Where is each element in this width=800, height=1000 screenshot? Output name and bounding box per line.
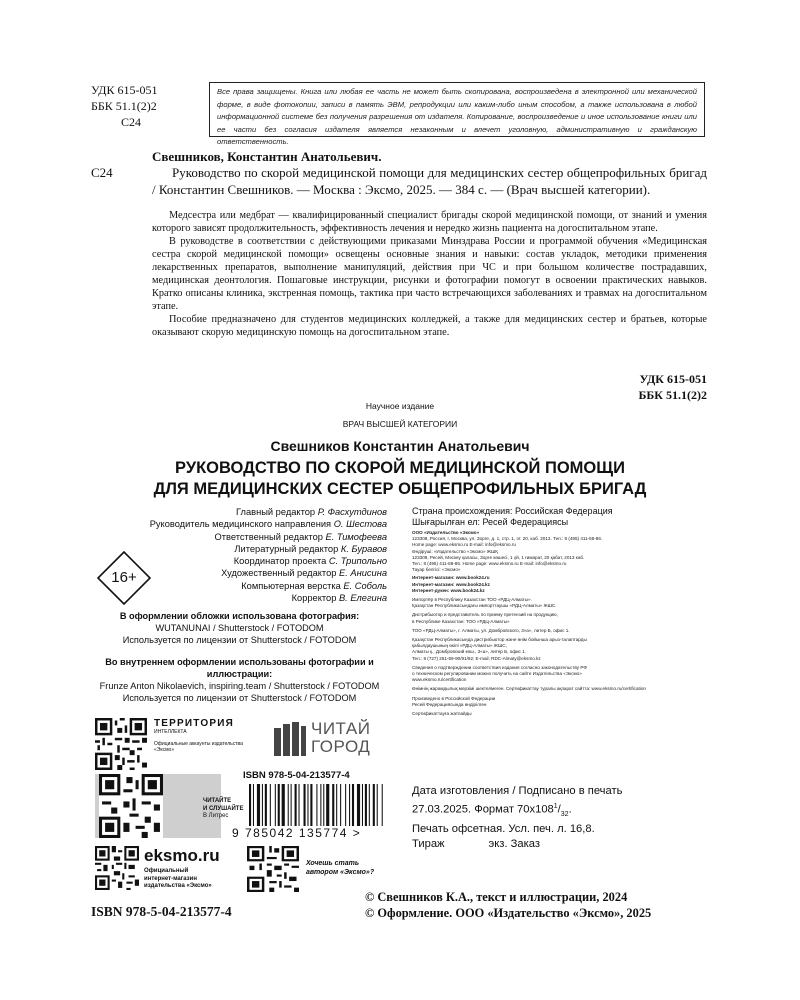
fine-line: www.eksmo.ru/certification — [412, 677, 467, 683]
editor-row — [92, 518, 387, 530]
chitai-gorod-logo-mark — [272, 722, 308, 756]
udk-code: УДК 615-051 — [639, 372, 707, 386]
editor-role: Корректор — [291, 593, 337, 604]
fine-line: Өнімнің жарамдылық мерзімі шектелмеген. Сертификаттау туралы ақпарат сайтта: www.eksmo.ru/certification — [412, 686, 646, 692]
annotation-paragraph: Медсестра или медбрат — квалифицированный специалист бригады скорой медицинской помощи, от знаний и умения которого зависят продолжительность, эффективность лечения и нередко жизнь пациента на догоспитальном этапе. — [152, 210, 707, 234]
fine-line: Произведено в Российской Федерации — [412, 695, 496, 701]
fine-line: Тауар белгісі: «Эксмо» — [412, 567, 461, 573]
chitai-gorod-word: ЧИТАЙ — [311, 719, 371, 738]
editor-role: Руководитель медицинского направления — [149, 519, 332, 530]
rights-notice: Все права защищены. Книга или любая ее часть не может быть скопирована, воспроизведена в электронной или механической форме, в виде фотокопии, записи в память ЭВМ, репродукции или каким-либо иным способом, а также использована в любой информационной системе без получения разрешения от издателя. Копирование, воспроизведение и иное использование книги или ее части без согласия издателя является незаконным и влечет уголовную, административную и гражданскую ответственность. — [209, 82, 705, 137]
fine-line: Home page: www.eksmo.ru E-mail: info@eksmo.ru — [412, 542, 516, 548]
print-run: Тираж экз. Заказ — [412, 837, 540, 850]
eksmo-note-line: издательства «Эксмо» — [144, 883, 212, 889]
editor-name: С. Трипольно — [328, 556, 387, 567]
editor-row — [92, 506, 387, 518]
editor-name: Е. Анисина — [339, 568, 387, 579]
become-author-note — [306, 859, 374, 877]
fine-line: 123308, Ресей, Мәскеу қаласы, Зорге көшесі, 1 үй, 1 ғимарат, 20 қабат, 2013 каб. — [412, 554, 585, 560]
fine-line: Ресей Федерациясында өндірілген — [412, 701, 487, 707]
litres-line: И СЛУШАЙТЕ — [203, 805, 244, 812]
editor-name: Е. Соболь — [343, 580, 387, 591]
copyright-line: © Свешников К.А., текст и иллюстрации, 2024 — [365, 890, 628, 904]
eksmo-note-line: интернет-магазин — [144, 875, 197, 882]
author-call-line: автором «Эксмо»? — [306, 869, 375, 876]
bib-text: Руководство по скорой медицинской помощи для медицинских сестер общепрофильных бригад / Константин Свешников. — Москва : Эксмо, 2025. — 384 с. — (Врач высшей категории). — [152, 165, 707, 197]
fine-line: Дистрибьютор и представитель по приему претензий на продукцию, — [412, 612, 558, 618]
credits-line: Используется по лицензии от Shutterstock / FOTODOM — [122, 635, 357, 645]
territory-note: Официальные аккаунты издательства «Эксмо» — [154, 741, 243, 753]
fine-line: Қазақстан Республикасында дистрибьютор және өнім бойынша арыз-талаптарды — [412, 637, 587, 643]
credits-line: WUTANUNAI / Shutterstock / FOTODOM — [155, 623, 324, 633]
editor-role: Ответственный редактор — [214, 531, 323, 542]
author-mark: С24 — [121, 115, 142, 129]
editor-name: О. Шестова — [333, 519, 387, 530]
book-title-line: РУКОВОДСТВО ПО СКОРОЙ МЕДИЦИНСКОЙ ПОМОЩИ — [175, 459, 625, 477]
annotation-paragraph: В руководстве в соответствии с действующими приказами Минздрава России и программой обучения «Медицинская сестра скорой медицинской помощи» освещены основные знания и навыки: состав укладок, методики применения лекарственных препаратов, выполнение манипуляций, действия при ЧС и при большом количестве пострадавших, медицинская деонтология. Пошаговые инструкции, рисунки и фотографии помогут в освоении практических навыков. Кратко описаны клиника, экстренная помощь, тактика при часто встречающихся заболеваниях и травмах на догоспитальном этапе. — [152, 236, 707, 312]
book-title — [0, 458, 800, 500]
publisher-fine-print — [412, 530, 712, 717]
country-of-origin-kz: Шығарылған ел: Ресей Федерациясы — [412, 517, 569, 527]
editor-role: Главный редактор — [236, 507, 316, 517]
fine-line: қабылдаушының өкілі «РДЦ-Алматы» ЖШС, — [412, 643, 507, 649]
annotation-author-mark: С24 — [91, 165, 113, 180]
print-date-label: Дата изготовления / Подписано в печать — [412, 785, 623, 797]
udk-code: УДК 615-051 — [91, 83, 158, 97]
author-call-line: Хочешь стать — [306, 860, 360, 867]
fine-line: Интернет-магазин: www.book24.ru — [412, 575, 490, 581]
editor-name: Е. Тимофеева — [325, 531, 387, 542]
annotation-text — [152, 209, 707, 339]
annotation-codes — [560, 371, 707, 403]
annotation-author: Свешников, Константин Анатольевич. — [152, 149, 382, 164]
credits-line: Frunze Anton Nikolaevich, inspiring.team / Shutterstock / FOTODOM — [99, 681, 380, 691]
age-rating: 16+ — [111, 569, 137, 586]
territory-logo-sub: ИНТЕЛЛЕКТА — [154, 729, 187, 735]
bibliographic-description — [152, 165, 707, 198]
editor-role: Художественный редактор — [221, 568, 337, 579]
chitai-gorod-word: ГОРОД — [311, 737, 371, 756]
editor-role: Литературный редактор — [234, 543, 339, 554]
catalog-codes — [91, 82, 157, 130]
litres-line: В Литрес — [203, 813, 229, 819]
fine-line: Алматы қ., Домбровский көш., 3«а», литер Б, офис 1. — [412, 649, 526, 655]
editor-role: Компьютерная верстка — [241, 580, 341, 591]
bbk-code: ББК 51.1(2)2 — [638, 388, 707, 402]
qr-code-social — [95, 718, 147, 770]
fine-line: Өндіруші: «Издательство «Эксмо» ЖШҚ — [412, 548, 498, 554]
eksmo-note-line: Официальный — [144, 868, 189, 874]
fine-line: Сведения о подтверждении соответствия издания согласно законодательству РФ — [412, 664, 587, 670]
copyright-line: © Оформление. ООО «Издательство «Эксмо», 2025 — [365, 906, 652, 920]
publication-type: Научное издание — [365, 401, 435, 411]
fine-line: в Республике Казахстан: ТОО «РДЦ-Алматы» — [412, 618, 510, 624]
book-author: Свешников Константин Анатольевич — [270, 438, 530, 454]
annotation-paragraph: Пособие предназначено для студентов медицинских колледжей, а также для медицинских сестер и братьев, которые оказывают скорую медицинскую помощь на догоспитальном этапе. — [152, 314, 707, 338]
editor-name: К. Буравов — [340, 543, 387, 554]
fine-line: Сертификаттауға жатпайды — [412, 711, 472, 717]
editor-role: Координатор проекта — [233, 556, 327, 567]
fine-line: ТОО «РДЦ-Алматы», г. Алматы, ул. Домбровского, 3«а», литер Б, офис 1. — [412, 627, 570, 633]
fine-line: 123308, Россия, г. Москва, ул. Зорге, д. 1, стр. 1, эт. 20, каб. 2013. Тел.: 8 (495) 411-68-86. — [412, 536, 603, 542]
qr-code-litres — [99, 774, 163, 838]
fine-line: Тел.: 8 (727) 251-59-90/91/92; E-mail: RDC-Almaty@eksmo.kz — [412, 655, 541, 661]
barcode-digits: 9 785042 135774 > — [232, 826, 362, 840]
isbn: ISBN 978-5-04-213577-4 — [91, 904, 232, 919]
barcode-isbn: ISBN 978-5-04-213577-4 — [243, 770, 350, 781]
book-title-line: ДЛЯ МЕДИЦИНСКИХ СЕСТЕР ОБЩЕПРОФИЛЬНЫХ БРИГАД — [153, 480, 647, 498]
credits-heading: Во внутреннем оформлении использованы фотографии и иллюстрации: — [105, 657, 374, 679]
fine-line: Интернет-магазин: www.book24.kz — [412, 581, 490, 587]
territory-logo — [154, 718, 244, 753]
eksmo-store-note — [144, 868, 212, 891]
copyright — [365, 889, 725, 921]
bbk-code: ББК 51.1(2)2 — [91, 99, 157, 113]
editor-name: В. Елегина — [338, 593, 387, 604]
litres-line: ЧИТАЙТЕ — [203, 798, 232, 804]
isbn-barcode — [243, 784, 403, 826]
country-of-origin: Страна происхождения: Российская Федерация — [412, 506, 613, 516]
eksmo-site: eksmo.ru — [144, 846, 220, 865]
chitai-gorod-logo — [311, 720, 370, 756]
fine-line: о техническом регулировании можно получить на сайте Издательства «Эксмо» — [412, 671, 582, 677]
fine-line: Тел.: 8 (495) 411-68-86. Home page: www.eksmo.ru E-mail: info@eksmo.ru — [412, 561, 567, 567]
print-type: Печать офсетная. Усл. печ. л. 16,8. — [412, 822, 595, 835]
series-name: ВРАЧ ВЫСШЕЙ КАТЕГОРИИ — [342, 419, 458, 429]
image-credits — [92, 610, 387, 704]
fine-line: ООО «Издательство «Эксмо» — [412, 530, 480, 535]
origin-info — [412, 506, 712, 528]
editor-row — [92, 531, 387, 543]
print-format: 27.03.2025. Формат $70x108^1/_{32}$. — [412, 803, 572, 818]
credits-heading: В оформлении обложки использована фотография: — [119, 611, 360, 621]
qr-code-eksmo — [95, 846, 139, 890]
fine-line: Импортёр в Республику Казахстан ТОО «РДЦ-Алматы». — [412, 597, 532, 603]
fine-line: Интернет-дүкен: www.book24.kz — [412, 587, 485, 593]
territory-logo-name: ТЕРРИТОРИЯ — [154, 718, 234, 729]
litres-text — [203, 798, 243, 821]
editor-name: Р. Фасхутдинов — [317, 507, 387, 517]
credits-line: Используется по лицензии от Shutterstock / FOTODOM — [122, 693, 357, 703]
print-details — [412, 784, 712, 852]
fine-line: Қазақстан Республикасындағы импорттаушы «РДЦ-Алматы» ЖШС. — [412, 603, 557, 609]
qr-code-author — [247, 846, 299, 892]
